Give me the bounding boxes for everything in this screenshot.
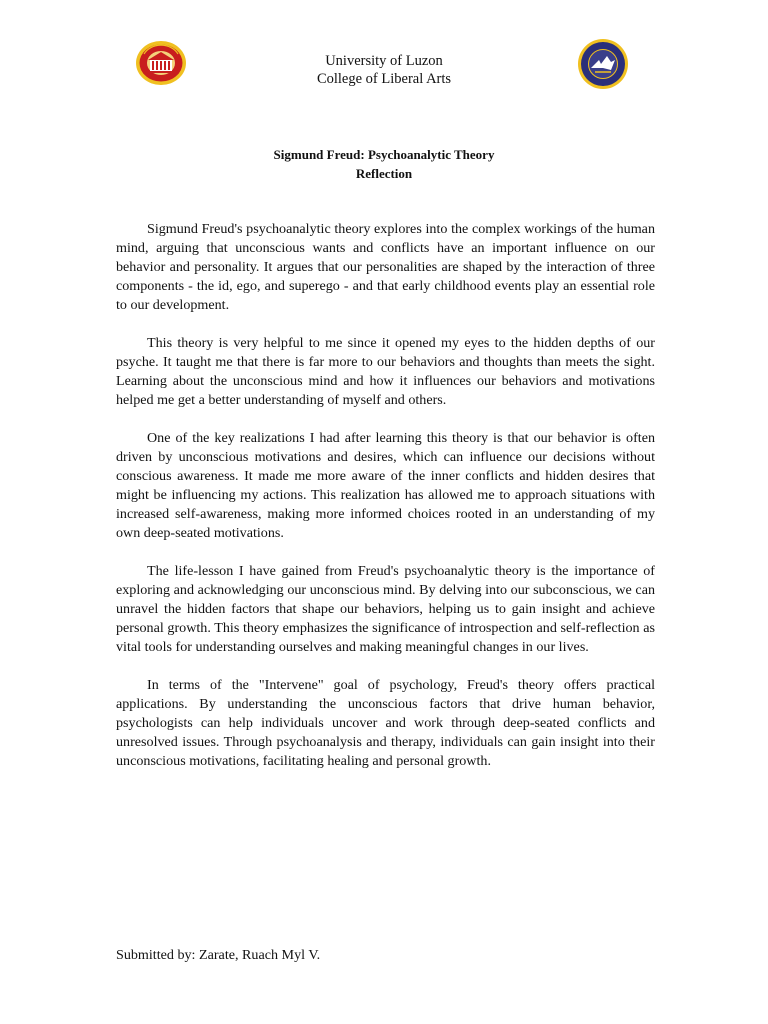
college-name: College of Liberal Arts [316,71,452,87]
university-name: University of Luzon [325,53,443,69]
title-line: Sigmund Freud: Psychoanalytic Theory [273,147,495,162]
paragraph: One of the key realizations I had after learning this theory is that our behavior is often driven by unconscious motivations and desires, which can influence our decisions without conscious awareness. It made me more aware of the inner conflicts and hidden desires that might be influencing my actions. This realization has allowed me to approach situations with increased self-awareness, making more informed choices rooted in an understanding of my own deep-seated motivations. [116,429,655,542]
submitted-by: Submitted by: Zarate, Ruach Myl V. [116,947,321,963]
paragraph: In terms of the "Intervene" goal of psychology, Freud's theory offers practical applications. By understanding the unconscious factors that drive human behavior, psychologists can help individuals uncover and work through deep-seated conflicts and unresolved issues. Through psychoanalysis and therapy, individuals can gain insight into their unconscious motivations, facilitating healing and personal growth. [116,676,655,770]
paragraph: The life-lesson I have gained from Freud's psychoanalytic theory is the importance of exploring and acknowledging our unconscious mind. By delving into our subconscious, we can unravel the hidden factors that shape our behaviors, helping us to gain insight and achieve personal growth. This theory emphasizes the significance of introspection and self-reflection as vital tools for understanding ourselves and making meaningful changes in our lives. [116,562,655,656]
reflection-body [116,220,655,790]
subtitle-line: Reflection [355,166,413,181]
paragraph: This theory is very helpful to me since it opened my eyes to the hidden depths of our psyche. It taught me that there is far more to our behaviors and thoughts than meets the sight. Learning about the unconscious mind and how it influences our behaviors and motivations helped me get a better understanding of myself and others. [116,334,655,409]
document-title [150,145,618,183]
paragraph: Sigmund Freud's psychoanalytic theory explores into the complex workings of the human mind, arguing that unconscious wants and conflicts have an important influence on our behavior and personality. It argues that our personalities are shaped by the interaction of three components - the id, ego, and superego - and that early childhood events play an essential role to our development. [116,221,655,314]
letterhead [200,52,568,88]
college-seal-icon [577,38,629,90]
university-seal-icon [135,40,187,86]
